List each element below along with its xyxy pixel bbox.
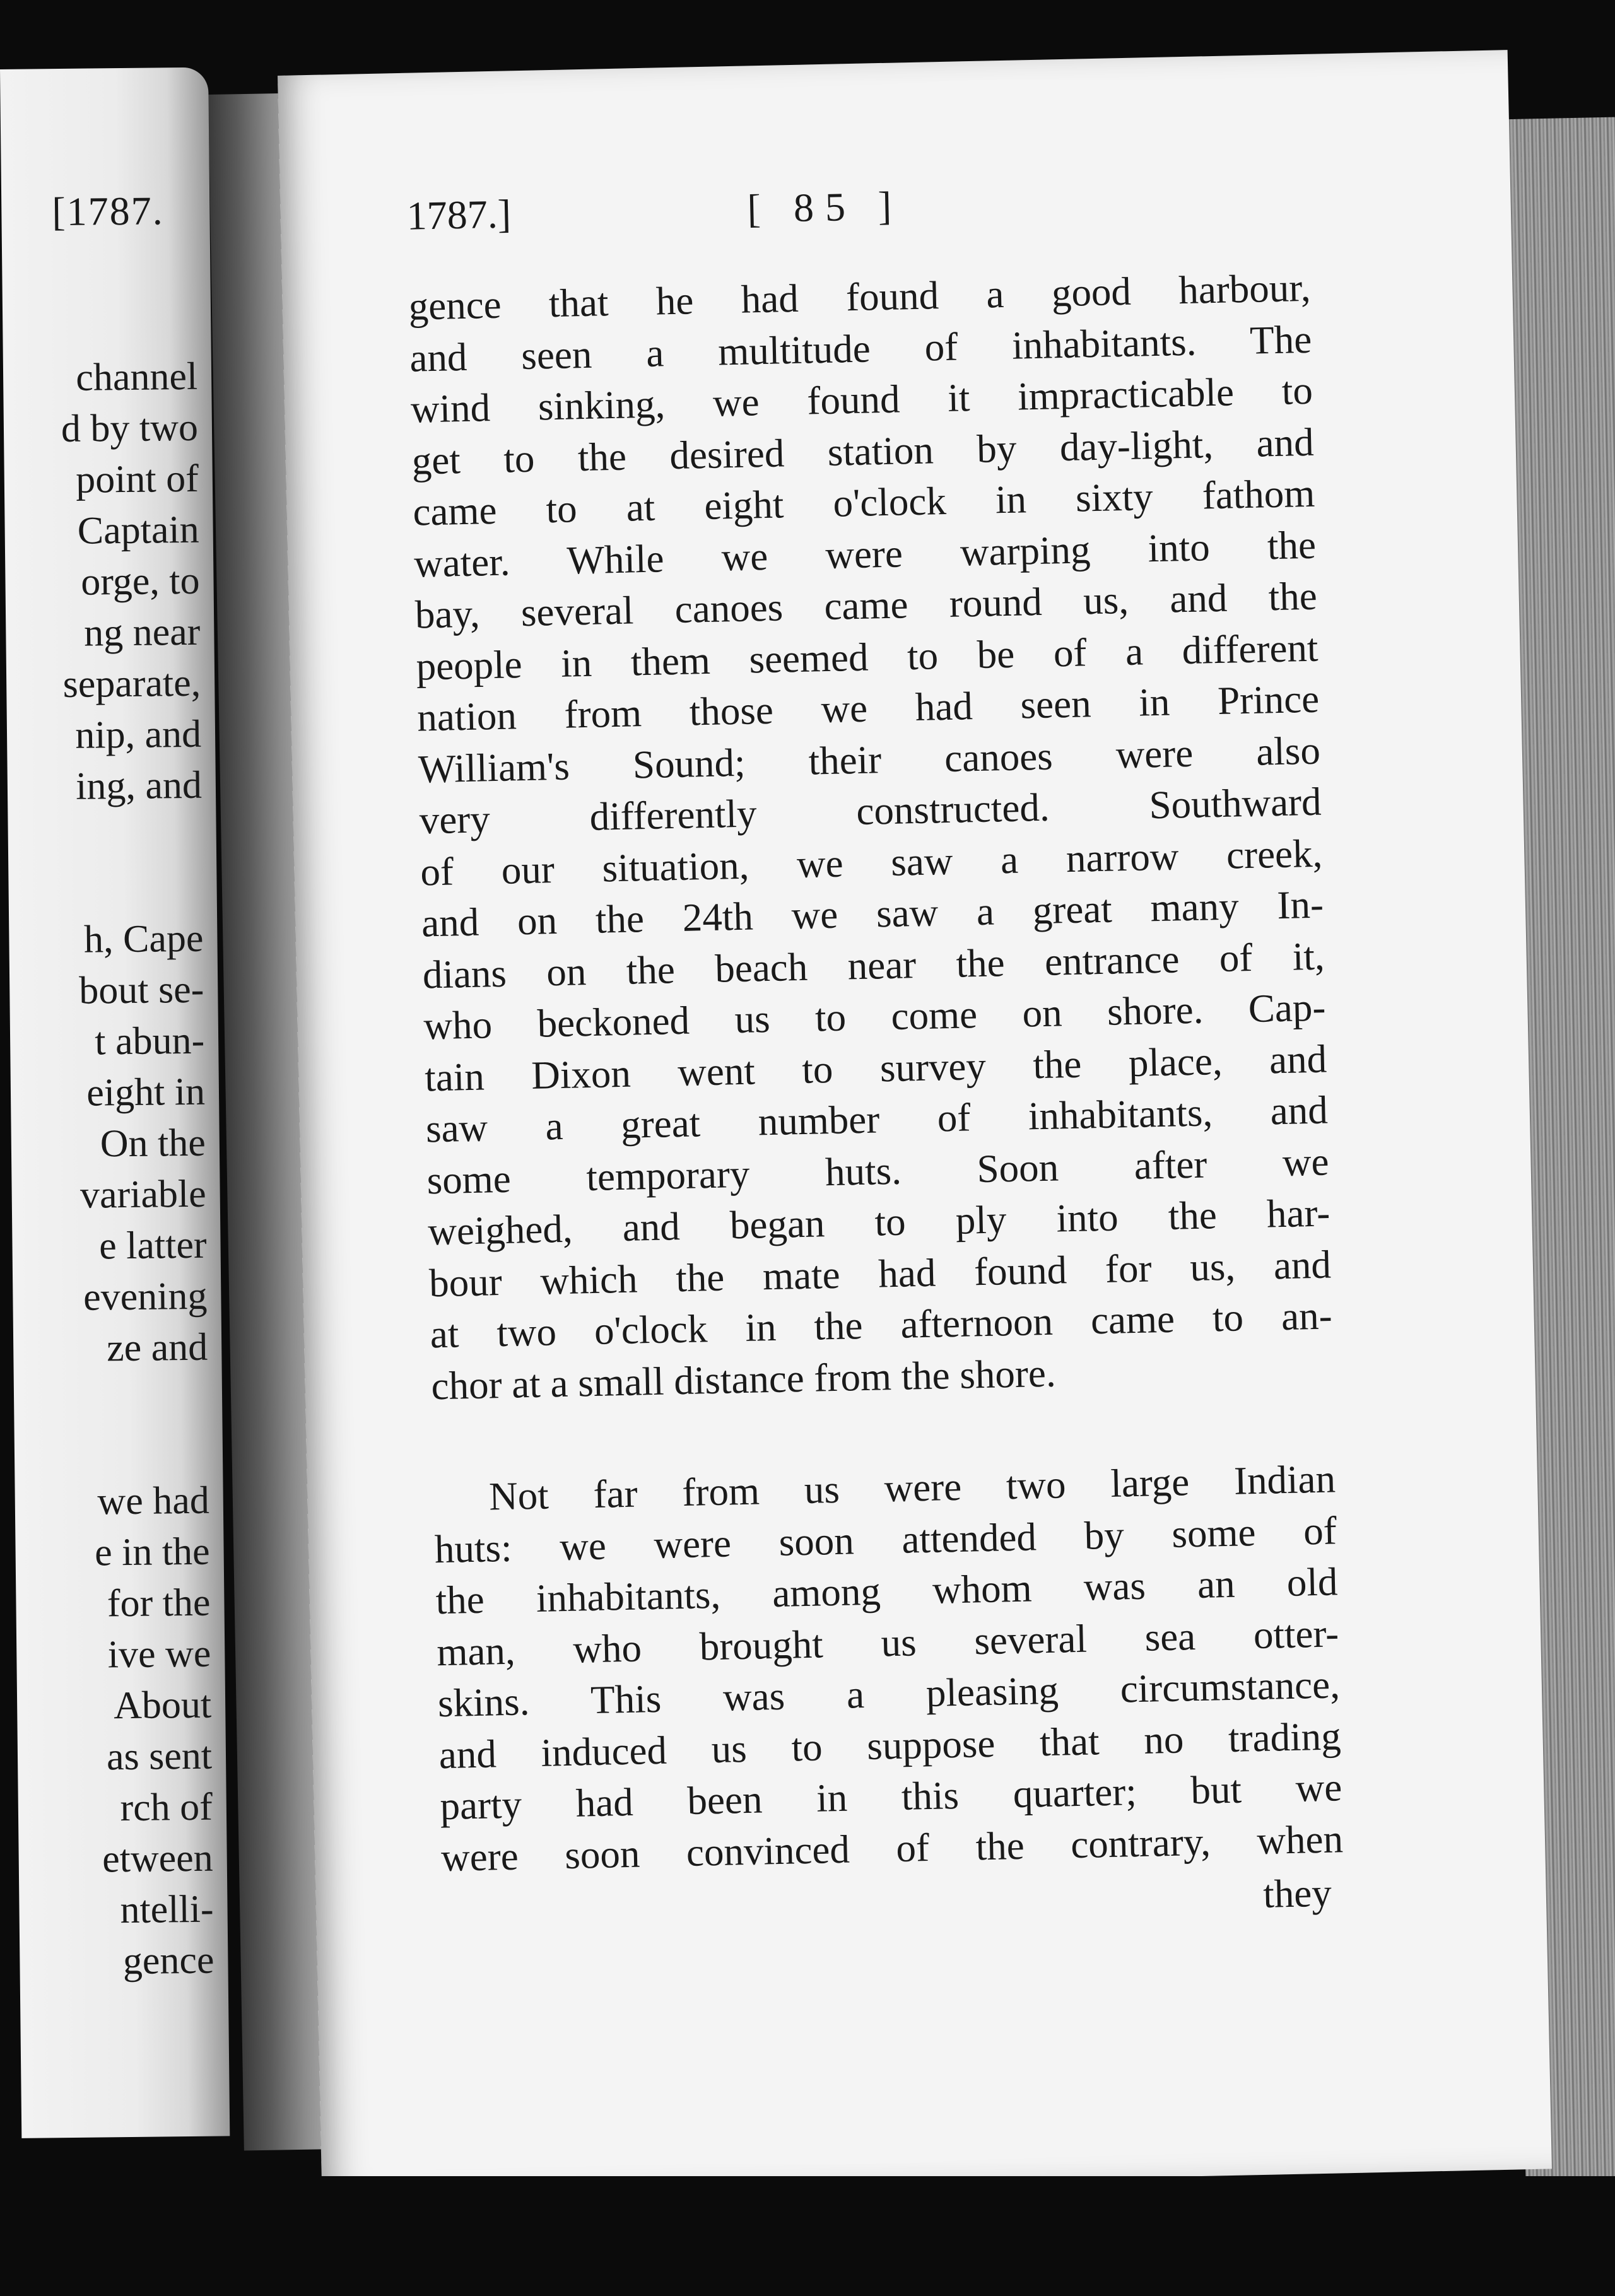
text-line: who beckoned us to come on shore. Cap- bbox=[423, 985, 1327, 1048]
text-line: weighed, and began to ply into the har- bbox=[427, 1190, 1330, 1254]
left-text-line: h, Cape bbox=[83, 917, 204, 961]
left-text-line: we had bbox=[97, 1479, 210, 1523]
body-text bbox=[408, 262, 1345, 1938]
left-text-line: ing, and bbox=[75, 763, 203, 808]
text-line: and seen a multitude of inhabitants. The bbox=[409, 317, 1312, 380]
text-line: were soon convinced of the contrary, when bbox=[440, 1816, 1344, 1880]
left-text-line: ze and bbox=[106, 1325, 208, 1370]
left-text-line: e latter bbox=[98, 1223, 207, 1268]
left-text-line: channel bbox=[75, 354, 198, 399]
text-line: huts: we were soon attended by some of bbox=[434, 1508, 1337, 1571]
running-head-year: 1787.] bbox=[406, 191, 512, 238]
left-page bbox=[0, 67, 230, 2138]
text-line: bour which the mate had found for us, and bbox=[428, 1241, 1332, 1305]
text-line: dians on the beach near the entrance of it, bbox=[422, 934, 1325, 997]
text-line: party had been in this quarter; but we bbox=[439, 1765, 1342, 1829]
text-line: some temporary huts. Soon after we bbox=[426, 1139, 1330, 1202]
text-line: nation from those we had seen in Prince bbox=[416, 676, 1320, 740]
left-text-line: evening bbox=[83, 1274, 208, 1319]
page-number: [ 85 ] bbox=[746, 183, 903, 231]
paragraph-2 bbox=[433, 1453, 1343, 1883]
text-line: skins. This was a pleasing circumstance, bbox=[437, 1662, 1341, 1726]
text-line: wind sinking, we found it impracticable to bbox=[410, 368, 1313, 431]
left-text-line: eight in bbox=[86, 1070, 206, 1115]
text-line: the inhabitants, among whom was an old bbox=[435, 1559, 1339, 1623]
left-text-line: point of bbox=[75, 457, 199, 501]
left-text-line: nip, and bbox=[74, 712, 202, 757]
text-line: and on the 24th we saw a great many In- bbox=[421, 882, 1324, 946]
left-text-line: t abun- bbox=[94, 1019, 205, 1063]
left-text-line: for the bbox=[107, 1581, 211, 1625]
text-line: water. While we were warping into the bbox=[413, 522, 1317, 586]
left-page-text bbox=[3, 351, 214, 1983]
left-text-line: separate, bbox=[62, 661, 201, 706]
left-text-line: orge, to bbox=[80, 559, 200, 604]
text-line: man, who brought us several sea otter- bbox=[436, 1610, 1339, 1674]
left-text-line: as sent bbox=[106, 1734, 213, 1779]
left-text-line: e in the bbox=[94, 1530, 210, 1574]
text-line: saw a great number of inhabitants, and bbox=[425, 1087, 1329, 1151]
text-line: came to at eight o'clock in sixty fathom bbox=[412, 471, 1315, 534]
left-text-line: d by two bbox=[61, 406, 199, 451]
text-line: chor at a small distance from the shore. bbox=[430, 1350, 1057, 1408]
text-line: at two o'clock in the afternoon came to an- bbox=[430, 1293, 1333, 1357]
left-text-line: gence bbox=[122, 1938, 214, 1983]
left-text-line: variable bbox=[79, 1172, 207, 1217]
left-text-line: etween bbox=[102, 1836, 214, 1881]
left-text-line: On the bbox=[100, 1121, 206, 1166]
text-line: people in them seemed to be of a different bbox=[415, 625, 1319, 689]
left-text-line: bout se- bbox=[78, 968, 204, 1012]
text-line: gence that he had found a good harbour, bbox=[408, 265, 1312, 329]
text-line: William's Sound; their canoes were also bbox=[418, 728, 1321, 792]
text-line: of our situation, we saw a narrow creek, bbox=[420, 831, 1323, 894]
left-text-line: About bbox=[113, 1683, 212, 1728]
left-text-line: rch of bbox=[120, 1785, 213, 1830]
left-page-header: [1787. bbox=[51, 188, 165, 235]
text-line: tain Dixon went to survey the place, and bbox=[424, 1036, 1327, 1099]
left-text-line: ntelli- bbox=[120, 1887, 214, 1932]
catchword: they bbox=[1262, 1870, 1332, 1916]
left-text-line: ive we bbox=[107, 1632, 211, 1677]
text-line: bay, several canoes came round us, and the bbox=[414, 573, 1318, 637]
right-page bbox=[278, 50, 1552, 2194]
text-line: Not far from us were two large Indian bbox=[488, 1456, 1336, 1519]
text-line: get to the desired station by day-light, and bbox=[411, 419, 1315, 483]
paragraph-1 bbox=[408, 262, 1334, 1412]
running-head bbox=[406, 174, 1291, 255]
left-text-line: Captain bbox=[77, 508, 200, 553]
left-text-line: ng near bbox=[83, 610, 201, 655]
bottom-shadow bbox=[240, 2176, 1615, 2296]
text-line: and induced us to suppose that no trading bbox=[438, 1713, 1342, 1777]
text-line: very differently constructed. Southward bbox=[419, 779, 1322, 843]
